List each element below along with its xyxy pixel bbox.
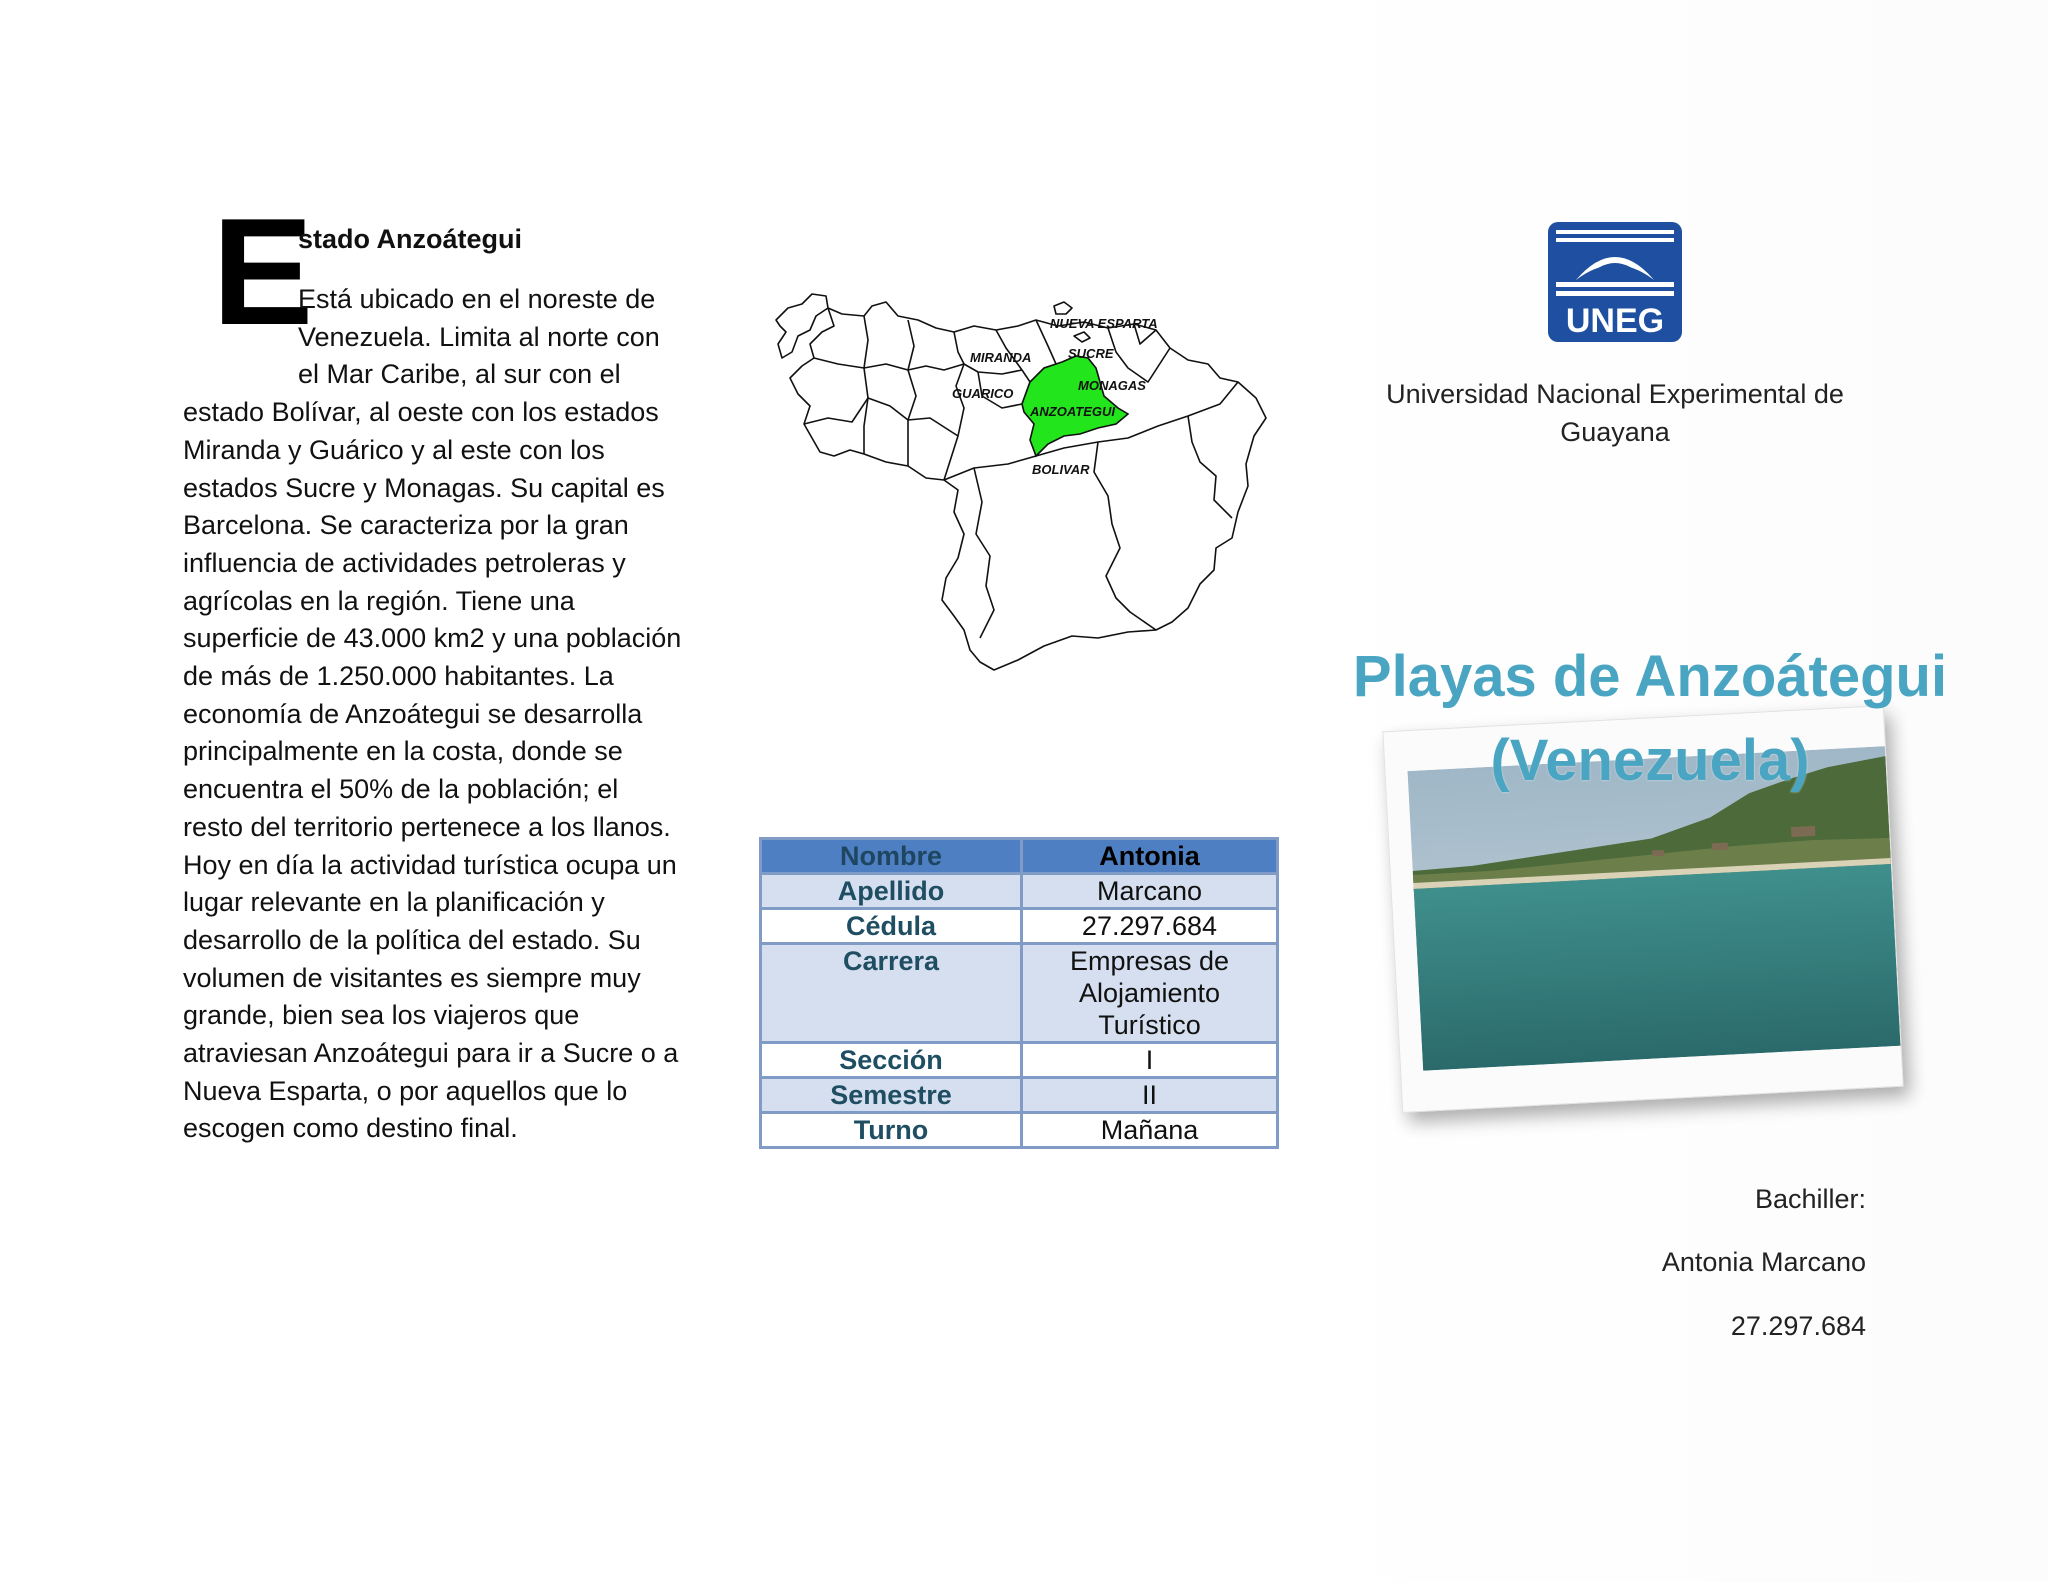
table-row bbox=[761, 874, 1278, 909]
student-info-table bbox=[759, 837, 1279, 1149]
table-row bbox=[761, 909, 1278, 944]
map-label-nueva-esparta: NUEVA ESPARTA bbox=[1050, 316, 1158, 331]
drop-cap-spacer bbox=[183, 281, 298, 393]
map-label-sucre: SUCRE bbox=[1068, 346, 1114, 361]
table-key-cell: Turno bbox=[761, 1113, 1022, 1148]
country-outline bbox=[776, 294, 828, 358]
map-label-bolivar: BOLIVAR bbox=[1032, 462, 1090, 477]
table-key-cell: Sección bbox=[761, 1043, 1022, 1078]
logo-text: UNEG bbox=[1565, 302, 1665, 340]
author-label: Bachiller: bbox=[1754, 1184, 1866, 1214]
table-row bbox=[761, 1078, 1278, 1113]
table-value-cell: I bbox=[1022, 1043, 1278, 1078]
table-key-cell: Carrera bbox=[761, 944, 1022, 1043]
university-name: Universidad Nacional Experimental de Guayana bbox=[1386, 379, 1844, 447]
state-description-text: Está ubicado en el noreste de Venezuela. Limita al norte con el Mar Caribe, al sur con el estado Bolívar, al oeste con los estados Miranda y Guárico y al este con los estados Sucre y Monagas. Su capital es Barcelona. Se caracteriza por la gran influencia de actividades petroleras y agrícolas en la región. Tiene una superficie de 43.000 km2 y una población de más de 1.250.000 habitantes. La economía de Anzoátegui se desarrolla principalmente en la costa, donde se encuentra el 50% de la población; el resto del territorio pertenece a los llanos. Hoy en día la actividad turística ocupa un lugar relevante en la planificación y desarrollo de la política del estado. Su volumen de visitantes es siempre muy grande, bien sea los viajeros que atraviesan Anzoátegui para ir a Sucre o a Nueva Esparta, o por aquellos que lo escogen como destino final. bbox=[183, 284, 682, 1144]
table-row bbox=[761, 1113, 1278, 1148]
author-id: 27.297.684 bbox=[1730, 1311, 1866, 1341]
map-label-anzoategui: ANZOATEGUI bbox=[1030, 404, 1115, 419]
table-value-cell: II bbox=[1022, 1078, 1278, 1113]
table-value-cell: Mañana bbox=[1022, 1113, 1278, 1148]
table-value-cell: Empresas de Alojamiento Turístico bbox=[1022, 944, 1278, 1043]
brochure-title: Playas de Anzoátegui (Venezuela) bbox=[1352, 644, 1948, 793]
author-name: Antonia Marcano bbox=[1661, 1247, 1866, 1277]
table-row bbox=[761, 839, 1278, 874]
drop-cap-letter: E bbox=[212, 187, 314, 357]
uneg-logo bbox=[1546, 220, 1684, 344]
section-heading: stado Anzoátegui bbox=[298, 224, 523, 254]
table-row bbox=[761, 1043, 1278, 1078]
table-key-cell: Apellido bbox=[761, 874, 1022, 909]
table-key-cell: Semestre bbox=[761, 1078, 1022, 1113]
map-label-guarico: GUARICO bbox=[952, 386, 1014, 401]
table-row bbox=[761, 944, 1278, 1043]
table-key-cell: Nombre bbox=[761, 839, 1022, 874]
map-label-monagas: MONAGAS bbox=[1078, 378, 1146, 393]
table-value-cell: 27.297.684 bbox=[1022, 909, 1278, 944]
state-description bbox=[183, 281, 683, 1148]
table-key-cell: Cédula bbox=[761, 909, 1022, 944]
map-label-miranda: MIRANDA bbox=[970, 350, 1032, 365]
table-value-cell: Antonia bbox=[1022, 839, 1278, 874]
venezuela-map bbox=[768, 286, 1280, 674]
table-value-cell: Marcano bbox=[1022, 874, 1278, 909]
